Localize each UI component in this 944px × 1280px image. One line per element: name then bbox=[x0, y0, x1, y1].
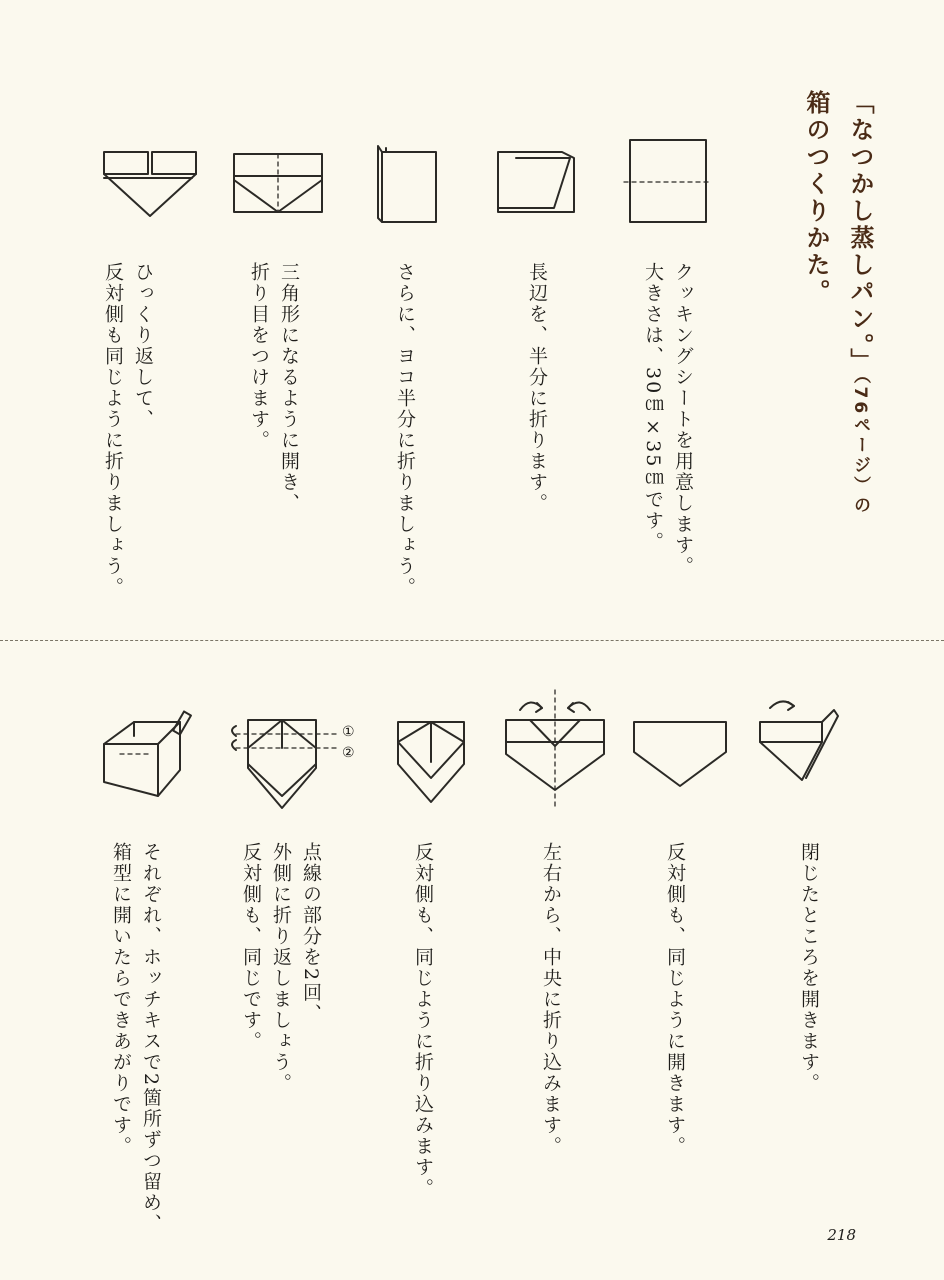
step2-text: 長辺を、半分に折ります。 bbox=[526, 262, 548, 514]
step7-text: 反対側も、同じように開きます。 bbox=[664, 842, 686, 1157]
step7-illustration bbox=[630, 718, 730, 790]
step8-text: 左右から、中央に折り込みます。 bbox=[540, 842, 562, 1157]
step5-illustration bbox=[100, 148, 200, 220]
step6-text: 閉じたところを開きます。 bbox=[798, 842, 820, 1094]
step9-illustration bbox=[394, 718, 468, 806]
title-line2: 箱のつくりかた。 bbox=[802, 90, 830, 306]
step4-illustration bbox=[230, 150, 326, 216]
fold-marker-2: ② bbox=[342, 745, 357, 761]
page-title bbox=[794, 90, 882, 516]
step11-illustration bbox=[100, 706, 204, 804]
title-page-reference: （76ページ）の bbox=[850, 375, 870, 517]
step8-illustration bbox=[500, 690, 610, 810]
page-number: 218 bbox=[827, 1226, 856, 1244]
step9-text: 反対側も、同じように折り込みます。 bbox=[412, 842, 434, 1199]
step2-illustration bbox=[494, 148, 580, 214]
step10-text: 点線の部分を2回、 外側に折り返しましょう。 反対側も、同じです。 bbox=[240, 842, 322, 1094]
step11-text: それぞれ、ホッチキスで2箇所ずつ留め、 箱型に開いたらできあがりです。 bbox=[110, 842, 162, 1235]
step10-illustration bbox=[222, 706, 364, 818]
fold-marker-1: ① bbox=[342, 724, 357, 740]
step1-illustration bbox=[628, 138, 708, 224]
step1-text: クッキングシートを用意します。 大きさは、30㎝×35㎝です。 bbox=[642, 262, 694, 577]
title-line1: 「なつかし蒸しパン。」 bbox=[846, 90, 874, 375]
step3-text: さらに、ヨコ半分に折りましょう。 bbox=[394, 262, 416, 598]
step3-illustration bbox=[372, 142, 442, 224]
step5-text: ひっくり返して、 反対側も同じように折りましょう。 bbox=[102, 262, 154, 598]
step4-text: 三角形になるように開き、 折り目をつけます。 bbox=[248, 262, 300, 514]
section-divider bbox=[0, 640, 944, 641]
step6-illustration bbox=[752, 690, 864, 786]
